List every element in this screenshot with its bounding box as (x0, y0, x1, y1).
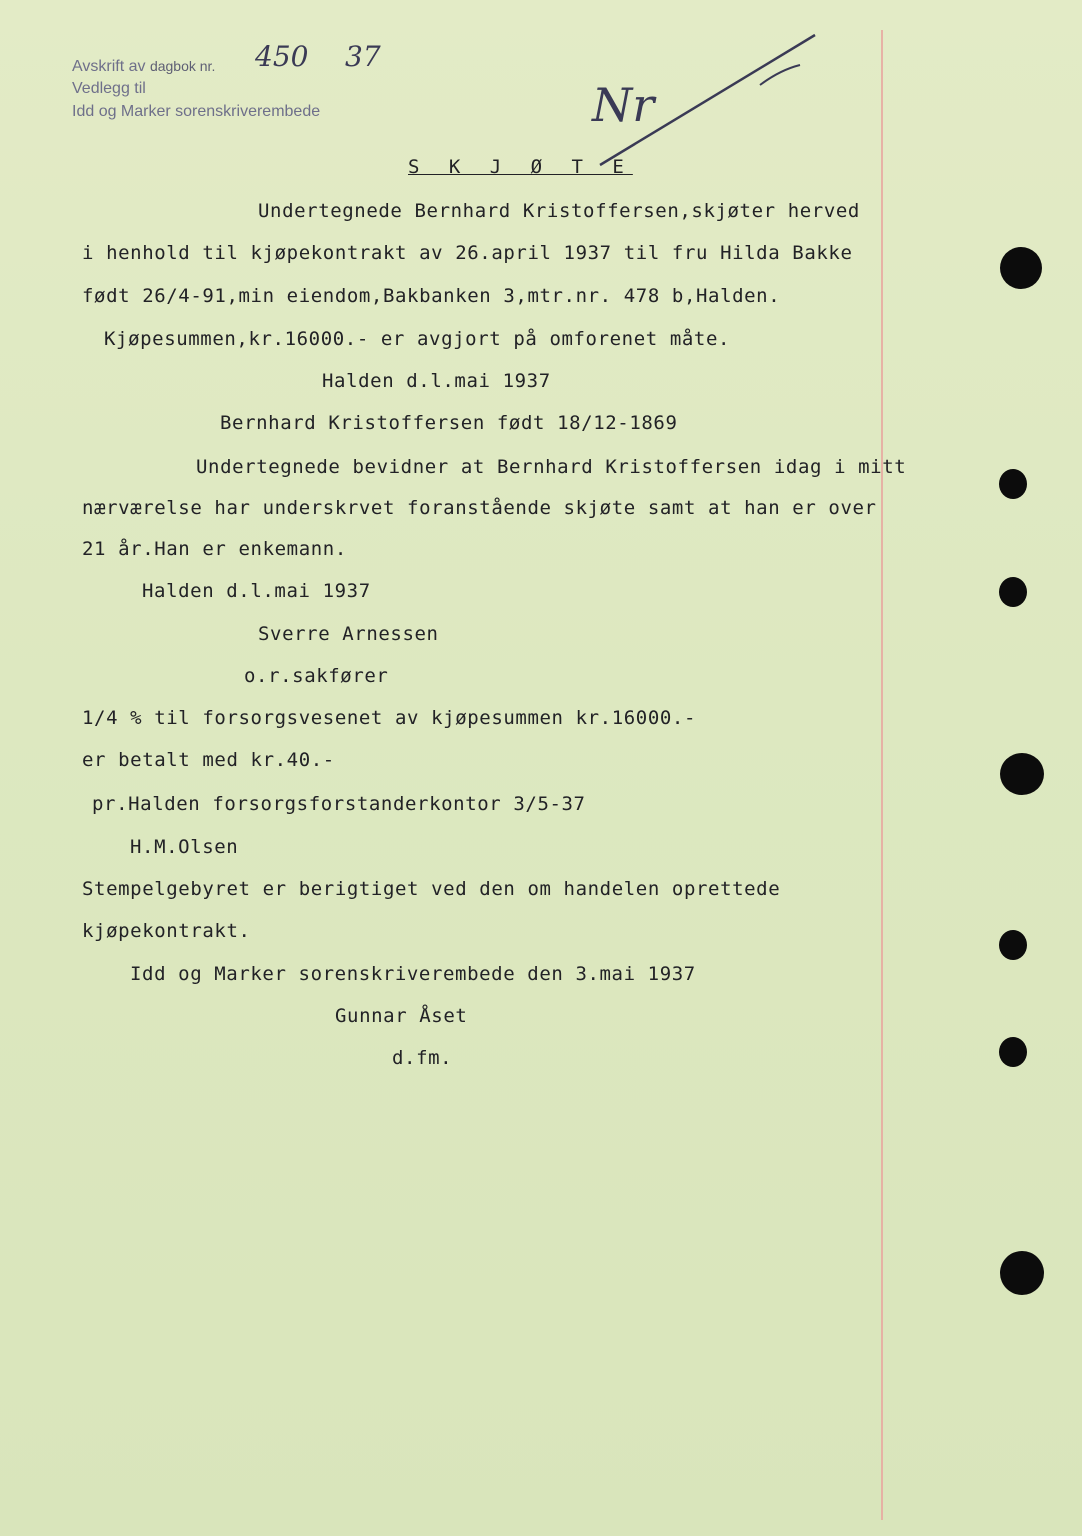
stamp-avskrift: Avskrift av (72, 58, 146, 75)
deed-line-7: Undertegnede bevidner at Bernhard Kristoffersen idag i mitt (196, 456, 907, 478)
deed-line-15: pr.Halden forsorgsforstanderkontor 3/5-37 (92, 793, 586, 815)
deed-line-16: H.M.Olsen (130, 836, 239, 858)
deed-line-17: Stempelgebyret er berigtiget ved den om handelen oprettede (82, 878, 781, 900)
deed-line-13: 1/4 % til forsorgsvesenet av kjøpesummen kr.16000.- (82, 707, 696, 729)
deed-line-20: Gunnar Åset (335, 1005, 468, 1027)
signature-stroke-path (600, 35, 815, 165)
punch-hole-4 (1000, 753, 1044, 795)
deed-line-1: Undertegnede Bernhard Kristoffersen,skjøter herved (258, 200, 860, 222)
handwritten-initials: Nr (592, 78, 655, 132)
deed-line-5: Halden d.l.mai 1937 (322, 370, 551, 392)
deed-line-8: nærværelse har underskrvet foranstående skjøte samt at han er over (82, 497, 877, 519)
deed-line-2: i henhold til kjøpekontrakt av 26.april 1937 til fru Hilda Bakke (82, 242, 853, 264)
deed-line-12: o.r.sakfører (244, 665, 389, 687)
deed-title: S K J Ø T E (408, 156, 633, 178)
registry-stamp-line-3: Idd og Marker sorenskriverembede (72, 103, 321, 120)
deed-line-19: Idd og Marker sorenskriverembede den 3.mai 1937 (130, 963, 696, 985)
deed-line-21: d.fm. (392, 1047, 453, 1069)
signature-stroke (590, 25, 830, 175)
deed-line-6: Bernhard Kristoffersen født 18/12-1869 (220, 412, 678, 434)
punch-hole-3 (999, 577, 1027, 607)
journal-year: 37 (345, 40, 381, 73)
registry-stamp-line-1 (72, 58, 215, 76)
deed-line-3: født 26/4-91,min eiendom,Bakbanken 3,mtr.nr. 478 b,Halden. (82, 285, 781, 307)
punch-hole-5 (999, 930, 1027, 960)
deed-line-4: Kjøpesummen,kr.16000.- er avgjort på omforenet måte. (104, 328, 731, 350)
deed-line-10: Halden d.l.mai 1937 (142, 580, 371, 602)
deed-line-9: 21 år.Han er enkemann. (82, 538, 347, 560)
deed-line-14: er betalt med kr.40.- (82, 749, 335, 771)
journal-number: 450 (255, 40, 309, 73)
registry-stamp-line-2: Vedlegg til (72, 80, 146, 97)
punch-hole-1 (1000, 247, 1042, 289)
signature-flourish (760, 65, 800, 85)
deed-line-18: kjøpekontrakt. (82, 920, 251, 942)
punch-hole-7 (1000, 1251, 1044, 1295)
punch-hole-6 (999, 1037, 1027, 1067)
punch-hole-2 (999, 469, 1027, 499)
stamp-dagbok: dagbok nr. (149, 58, 216, 74)
margin-line (881, 30, 883, 1520)
deed-line-11: Sverre Arnessen (258, 623, 439, 645)
